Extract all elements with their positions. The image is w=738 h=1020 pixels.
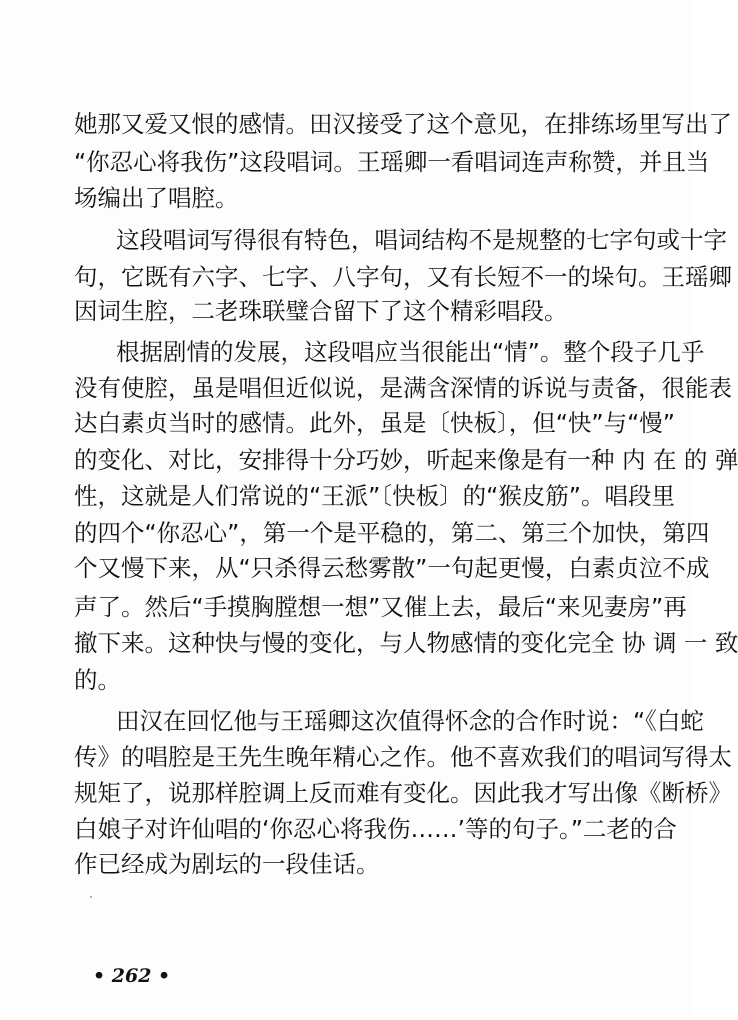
text-line: 达白素贞当时的感情。此外，虽是〔快板〕，但“快”与“慢”: [74, 409, 675, 437]
text-line: 的变化、对比，安排得十分巧妙，听起来像是有一种 内 在 的 弹: [74, 446, 738, 474]
text-line: 个又慢下来，从“只杀得云愁雾散”一句起更慢，白素贞泣不成: [74, 554, 710, 582]
page-number: • 262 •: [93, 965, 171, 987]
text-line: “你忍心将我伤”这段唱词。王瑶卿一看唱词连声称赞，并且当: [74, 148, 710, 176]
text-line: 因词生腔，二老珠联璧合留下了这个精彩唱段。: [74, 297, 568, 325]
text-line: 撤下来。这种快与慢的变化，与人物感情的变化完全 协 调 一 致: [74, 629, 738, 657]
text-line: 的四个“你忍心”，第一个是平稳的，第二、第三个加快，第四: [74, 519, 710, 547]
text-line: 田汉在回忆他与王瑶卿这次值得怀念的合作时说：“《白蛇: [116, 707, 704, 735]
text-line: 她那又爱又恨的感情。田汉接受了这个意见，在排练场里写出了: [74, 110, 732, 138]
text-line: 传》的唱腔是王先生晚年精心之作。他不喜欢我们的唱词写得太: [74, 743, 732, 771]
text-line: 声了。然后“手摸胸膛想一想”又催上去，最后“来见妻房”再: [74, 593, 687, 621]
text-line: 场编出了唱腔。: [74, 184, 239, 212]
text-line: 没有使腔，虽是唱但近似说，是满含深情的诉说与责备，很能表: [74, 374, 732, 402]
text-line: 句，它既有六字、七字、八字句，又有长短不一的垛句。王瑶卿: [74, 263, 732, 291]
text-line: 性，这就是人们常说的“王派”〔快板〕的“猴皮筋”。唱段里: [74, 482, 675, 510]
scan-speck: [90, 896, 92, 898]
text-line: 作已经成为剧坛的一段佳话。: [74, 850, 380, 878]
text-line: 白娘子对许仙唱的‘你忍心将我伤……’等的句子。”二老的合: [74, 815, 677, 843]
text-line: 这段唱词写得很有特色，唱词结构不是规整的七字句或十字: [116, 226, 727, 254]
text-line: 的。: [74, 666, 121, 694]
text-line: 根据剧情的发展，这段唱应当很能出“情”。整个段子几乎: [116, 338, 705, 366]
text-line: 规矩了，说那样腔调上反而难有变化。因此我才写出像《断桥》: [74, 779, 732, 807]
